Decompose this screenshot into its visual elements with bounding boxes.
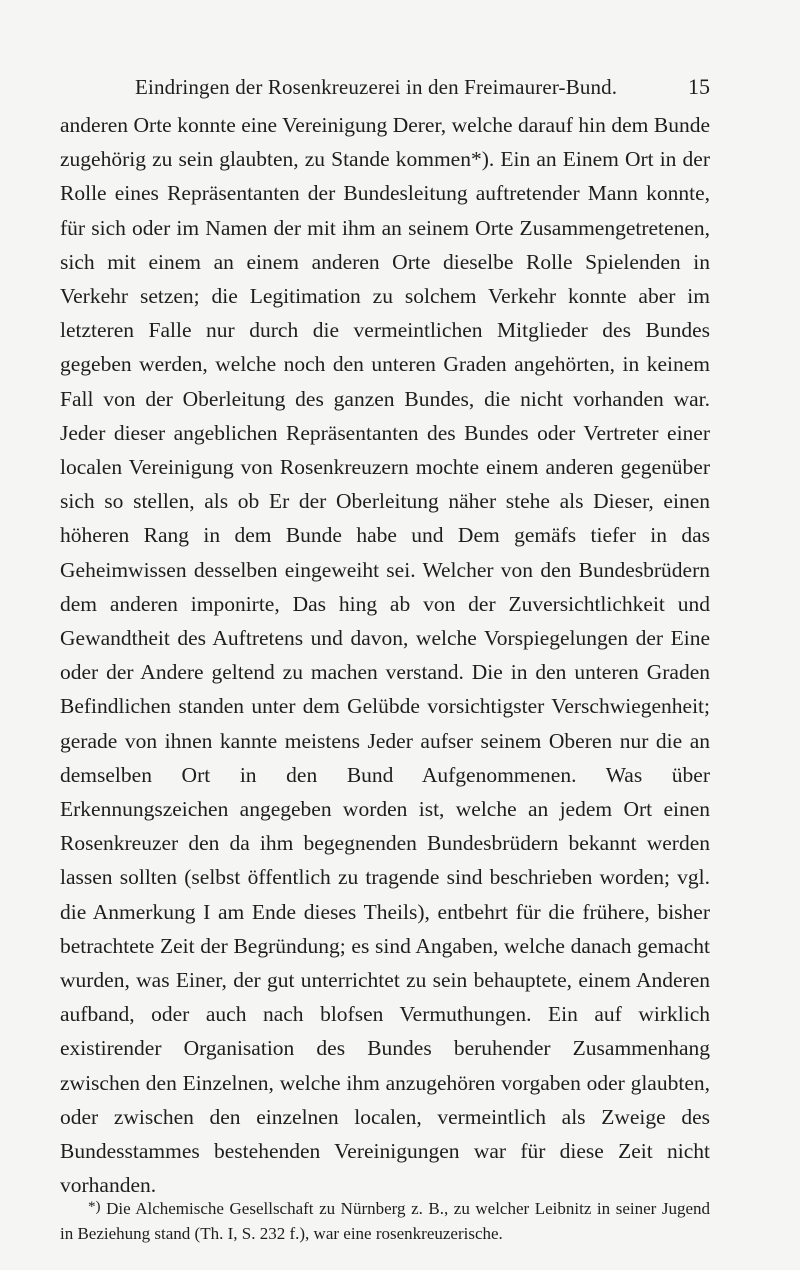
footnote-paragraph	[60, 1195, 710, 1246]
footnote	[60, 1195, 710, 1246]
footnote-text: Die Alchemische Gesellschaft zu Nürnberg z. B., zu welcher Leibnitz in seiner Jugend in Beziehung stand (Th. I, S. 232 f.), war eine rosenkreuzerische.	[60, 1199, 711, 1243]
running-head	[125, 72, 710, 102]
body-text	[60, 108, 710, 1203]
footnote-marker: *)	[88, 1199, 101, 1215]
running-head-title: Eindringen der Rosenkreuzerei in den Freimaurer-Bund.	[135, 75, 618, 99]
page-number: 15	[688, 74, 710, 99]
body-paragraph: anderen Orte konnte eine Vereinigung Derer, welche darauf hin dem Bunde zugehörig zu sein glaubten, zu Stande kommen*). Ein an Einem Ort in der Rolle eines Repräsentanten der Bundesleitung auftretender Mann konnte, für sich oder im Namen der mit ihm an seinem Orte Zusammengetretenen, sich mit einem an einem anderen Orte dieselbe Rolle Spielenden in Verkehr setzen; die Legitimation zu solchem Verkehr konnte aber im letzteren Falle nur durch die vermeintlichen Mitglieder des Bundes gegeben werden, welche noch den unteren Graden angehörten, in keinem Fall von der Oberleitung des ganzen Bundes, die nicht vorhanden war. Jeder dieser angeblichen Repräsentanten des Bundes oder Vertreter einer localen Vereinigung von Rosenkreuzern mochte einem anderen gegenüber sich so stellen, als ob Er der Oberleitung näher stehe als Dieser, einen höheren Rang in dem Bunde habe und Dem gemäfs tiefer in das Geheimwissen desselben eingeweiht sei. Welcher von den Bundesbrüdern dem anderen imponirte, Das hing ab von der Zuversichtlichkeit und Gewandtheit des Auftretens und davon, welche Vorspiegelungen der Eine oder der Andere geltend zu machen verstand. Die in den unteren Graden Befindlichen standen unter dem Gelübde vorsichtigster Verschwiegenheit; gerade von ihnen kannte meistens Jeder aufser seinem Oberen nur die an demselben Ort in den Bund Aufgenommenen. Was über Erkennungszeichen angegeben worden ist, welche an jedem Ort einen Rosenkreuzer den da ihm begegnenden Bundesbrüdern bekannt werden lassen sollten (selbst öffentlich zu tragende sind beschrieben worden; vgl. die Anmerkung I am Ende dieses Theils), entbehrt für die frühere, bisher betrachtete Zeit der Begründung; es sind Angaben, welche danach gemacht wurden, was Einer, der gut unterrichtet zu sein behauptete, einem Anderen aufband, oder auch nach blofsen Vermuthungen. Ein auf wirklich existirender Organisation des Bundes beruhender Zusammenhang zwischen den Einzelnen, welche ihm anzugehören vorgaben oder glaubten, oder zwischen den einzelnen localen, vermeintlich als Zweige des Bundesstammes bestehenden Vereinigungen war für diese Zeit nicht vorhanden.	[60, 113, 710, 1198]
